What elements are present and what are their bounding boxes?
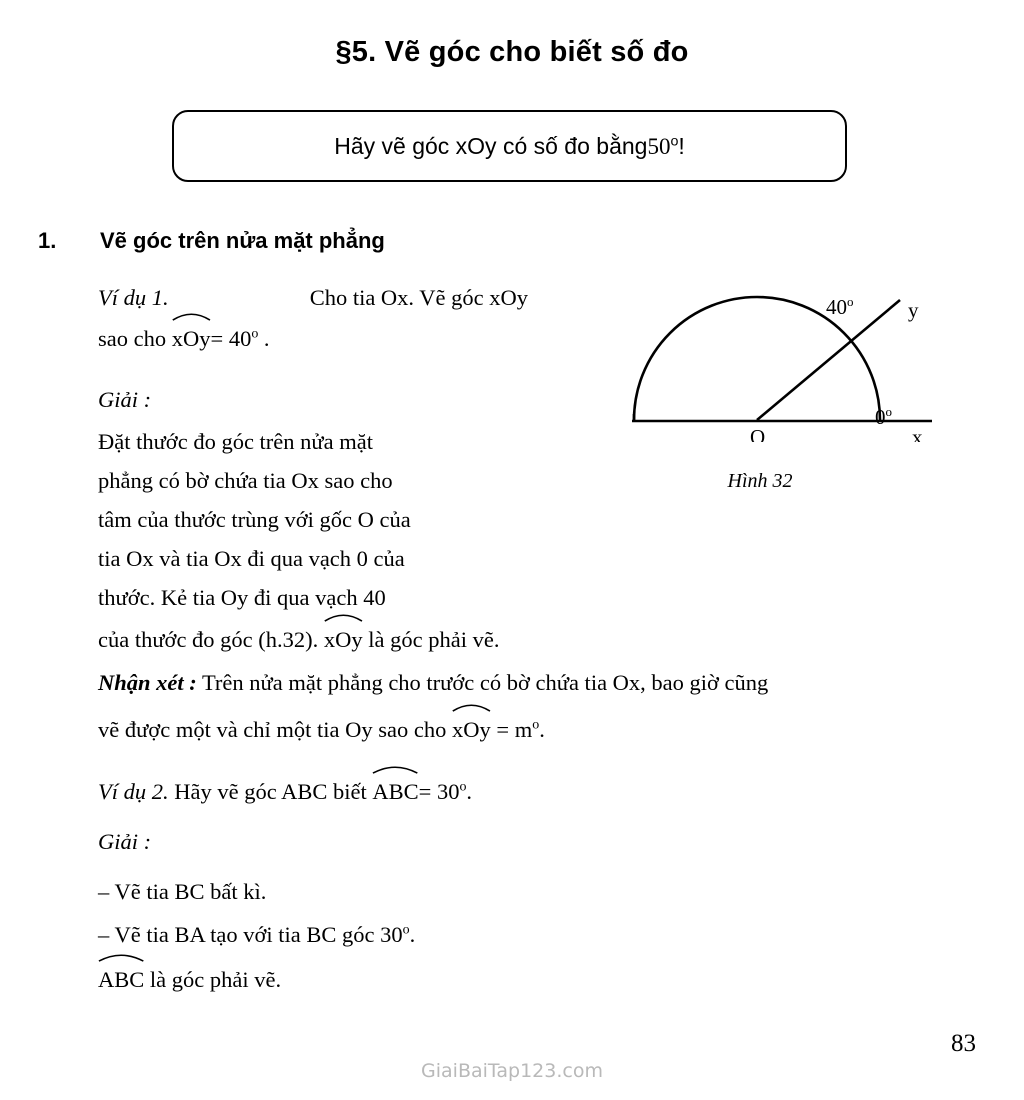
body-line bbox=[98, 539, 528, 578]
degree-symbol: o bbox=[459, 779, 467, 795]
example1-label: Ví dụ 1. bbox=[98, 285, 169, 310]
section-number: 1. bbox=[38, 228, 57, 253]
example1-equals: = bbox=[210, 326, 224, 351]
example2-conclusion bbox=[98, 958, 988, 999]
body-line-text: tâm của thước trùng với gốc O của bbox=[98, 507, 411, 532]
body-line bbox=[98, 461, 528, 500]
question-text-after: ! bbox=[678, 132, 685, 159]
remark-line2 bbox=[98, 708, 988, 749]
bullet-text: – Vẽ tia BC bất kì. bbox=[98, 879, 267, 904]
bullet2-value: 30 bbox=[380, 922, 403, 947]
example2-text-before: Hãy vẽ góc ABC biết bbox=[174, 779, 367, 804]
example1-period: . bbox=[263, 326, 270, 351]
example1-value: 40 bbox=[228, 326, 252, 351]
example2-bullet-1 bbox=[98, 872, 988, 911]
section-title: Vẽ góc trên nửa mặt phẳng bbox=[100, 228, 385, 253]
example2-value: 30 bbox=[436, 779, 460, 804]
example1-tail-suffix: là góc phải vẽ. bbox=[368, 627, 500, 652]
remark-line2-prefix: vẽ được một và chỉ một tia Oy sao cho bbox=[98, 717, 447, 742]
figure-protractor bbox=[600, 272, 1000, 442]
example2-bullet-2 bbox=[98, 915, 988, 954]
page-title: §5. Vẽ góc cho biết số đo bbox=[335, 36, 689, 68]
degree-symbol: o bbox=[251, 326, 259, 342]
conclusion-text: là góc phải vẽ. bbox=[149, 967, 282, 992]
body-line-stretch bbox=[98, 422, 528, 461]
angle-letters: xOy bbox=[452, 717, 491, 742]
example1-tail-line bbox=[98, 618, 988, 659]
question-text-before: Hãy vẽ góc xOy có số đo bằng bbox=[334, 132, 648, 159]
question-box bbox=[172, 110, 847, 182]
angle-notation-abc bbox=[372, 770, 418, 811]
label-x: x bbox=[912, 425, 923, 442]
page-number: 83 bbox=[951, 1030, 976, 1057]
body-line bbox=[98, 422, 528, 461]
example2-label: Ví dụ 2. bbox=[98, 779, 169, 804]
body-line-text: Đặt thước đo góc trên nửa mặt bbox=[98, 429, 373, 454]
degree-symbol: o bbox=[670, 132, 679, 149]
example1-solution-label: Giải : bbox=[98, 387, 152, 412]
angle-arc-icon bbox=[98, 953, 144, 962]
body-line bbox=[98, 500, 528, 539]
example2-block bbox=[98, 770, 988, 811]
body-line-text: tia Ox và tia Ox đi qua vạch 0 của bbox=[98, 546, 405, 571]
body-line-text: thước. Kẻ tia Oy đi qua vạch 40 bbox=[98, 585, 386, 610]
bullet-text: – Vẽ tia BA tạo với tia BC góc bbox=[98, 922, 375, 947]
example2-line1 bbox=[98, 770, 988, 811]
question-value: 50 bbox=[647, 133, 671, 159]
example2-equals: = bbox=[418, 779, 432, 804]
example1-tail-prefix: của thước đo góc (h.32). bbox=[98, 627, 319, 652]
example1-line2-prefix: sao cho bbox=[98, 326, 167, 351]
remark-line1 bbox=[98, 663, 988, 702]
example1-line1-rest: Cho tia Ox. Vẽ góc xOy bbox=[309, 285, 528, 310]
degree-symbol: o bbox=[532, 717, 540, 733]
example2-solution-label: Giải : bbox=[98, 829, 152, 854]
angle-notation-xoy bbox=[324, 618, 363, 659]
example2-period: . bbox=[466, 779, 473, 804]
angle-letters: ABC bbox=[372, 779, 419, 804]
example1-body bbox=[98, 422, 528, 617]
remark-equals: = bbox=[496, 717, 510, 742]
example1-line1 bbox=[98, 278, 528, 317]
example1-intro bbox=[98, 278, 528, 358]
angle-letters: ABC bbox=[98, 967, 145, 992]
angle-letters: xOy bbox=[171, 326, 211, 351]
angle-arc-icon bbox=[372, 765, 418, 774]
remark-line1-text: Trên nửa mặt phẳng cho trước có bờ chứa tia Ox, bao giờ cũng bbox=[201, 670, 769, 695]
angle-notation-xoy bbox=[172, 317, 211, 358]
example1-tail bbox=[98, 618, 988, 659]
protractor-svg bbox=[600, 272, 1000, 442]
remark-value: m bbox=[514, 717, 533, 742]
label-y: y bbox=[908, 298, 919, 322]
body-line bbox=[98, 578, 528, 617]
angle-arc-icon bbox=[452, 703, 491, 712]
label-o-center: O bbox=[750, 425, 766, 442]
degree-symbol: o bbox=[402, 922, 410, 938]
angle-letters: xOy bbox=[323, 627, 363, 652]
question-box-text bbox=[334, 133, 685, 160]
bullet2-period: . bbox=[409, 922, 416, 947]
remark-block bbox=[98, 663, 988, 749]
label-0-degrees: 0$^o$ bbox=[875, 404, 892, 429]
label-40-degrees: 40$^o$ bbox=[826, 294, 854, 319]
example1-line2 bbox=[98, 317, 528, 358]
body-line-text: phẳng có bờ chứa tia Ox sao cho bbox=[98, 468, 393, 493]
remark-period: . bbox=[539, 717, 545, 742]
figure-caption: Hình 32 bbox=[727, 470, 793, 492]
angle-notation-xoy bbox=[452, 708, 491, 749]
watermark: GiaiBaiTap123.com bbox=[421, 1060, 603, 1082]
remark-label: Nhận xét : bbox=[98, 670, 197, 695]
angle-notation-abc bbox=[98, 958, 144, 999]
